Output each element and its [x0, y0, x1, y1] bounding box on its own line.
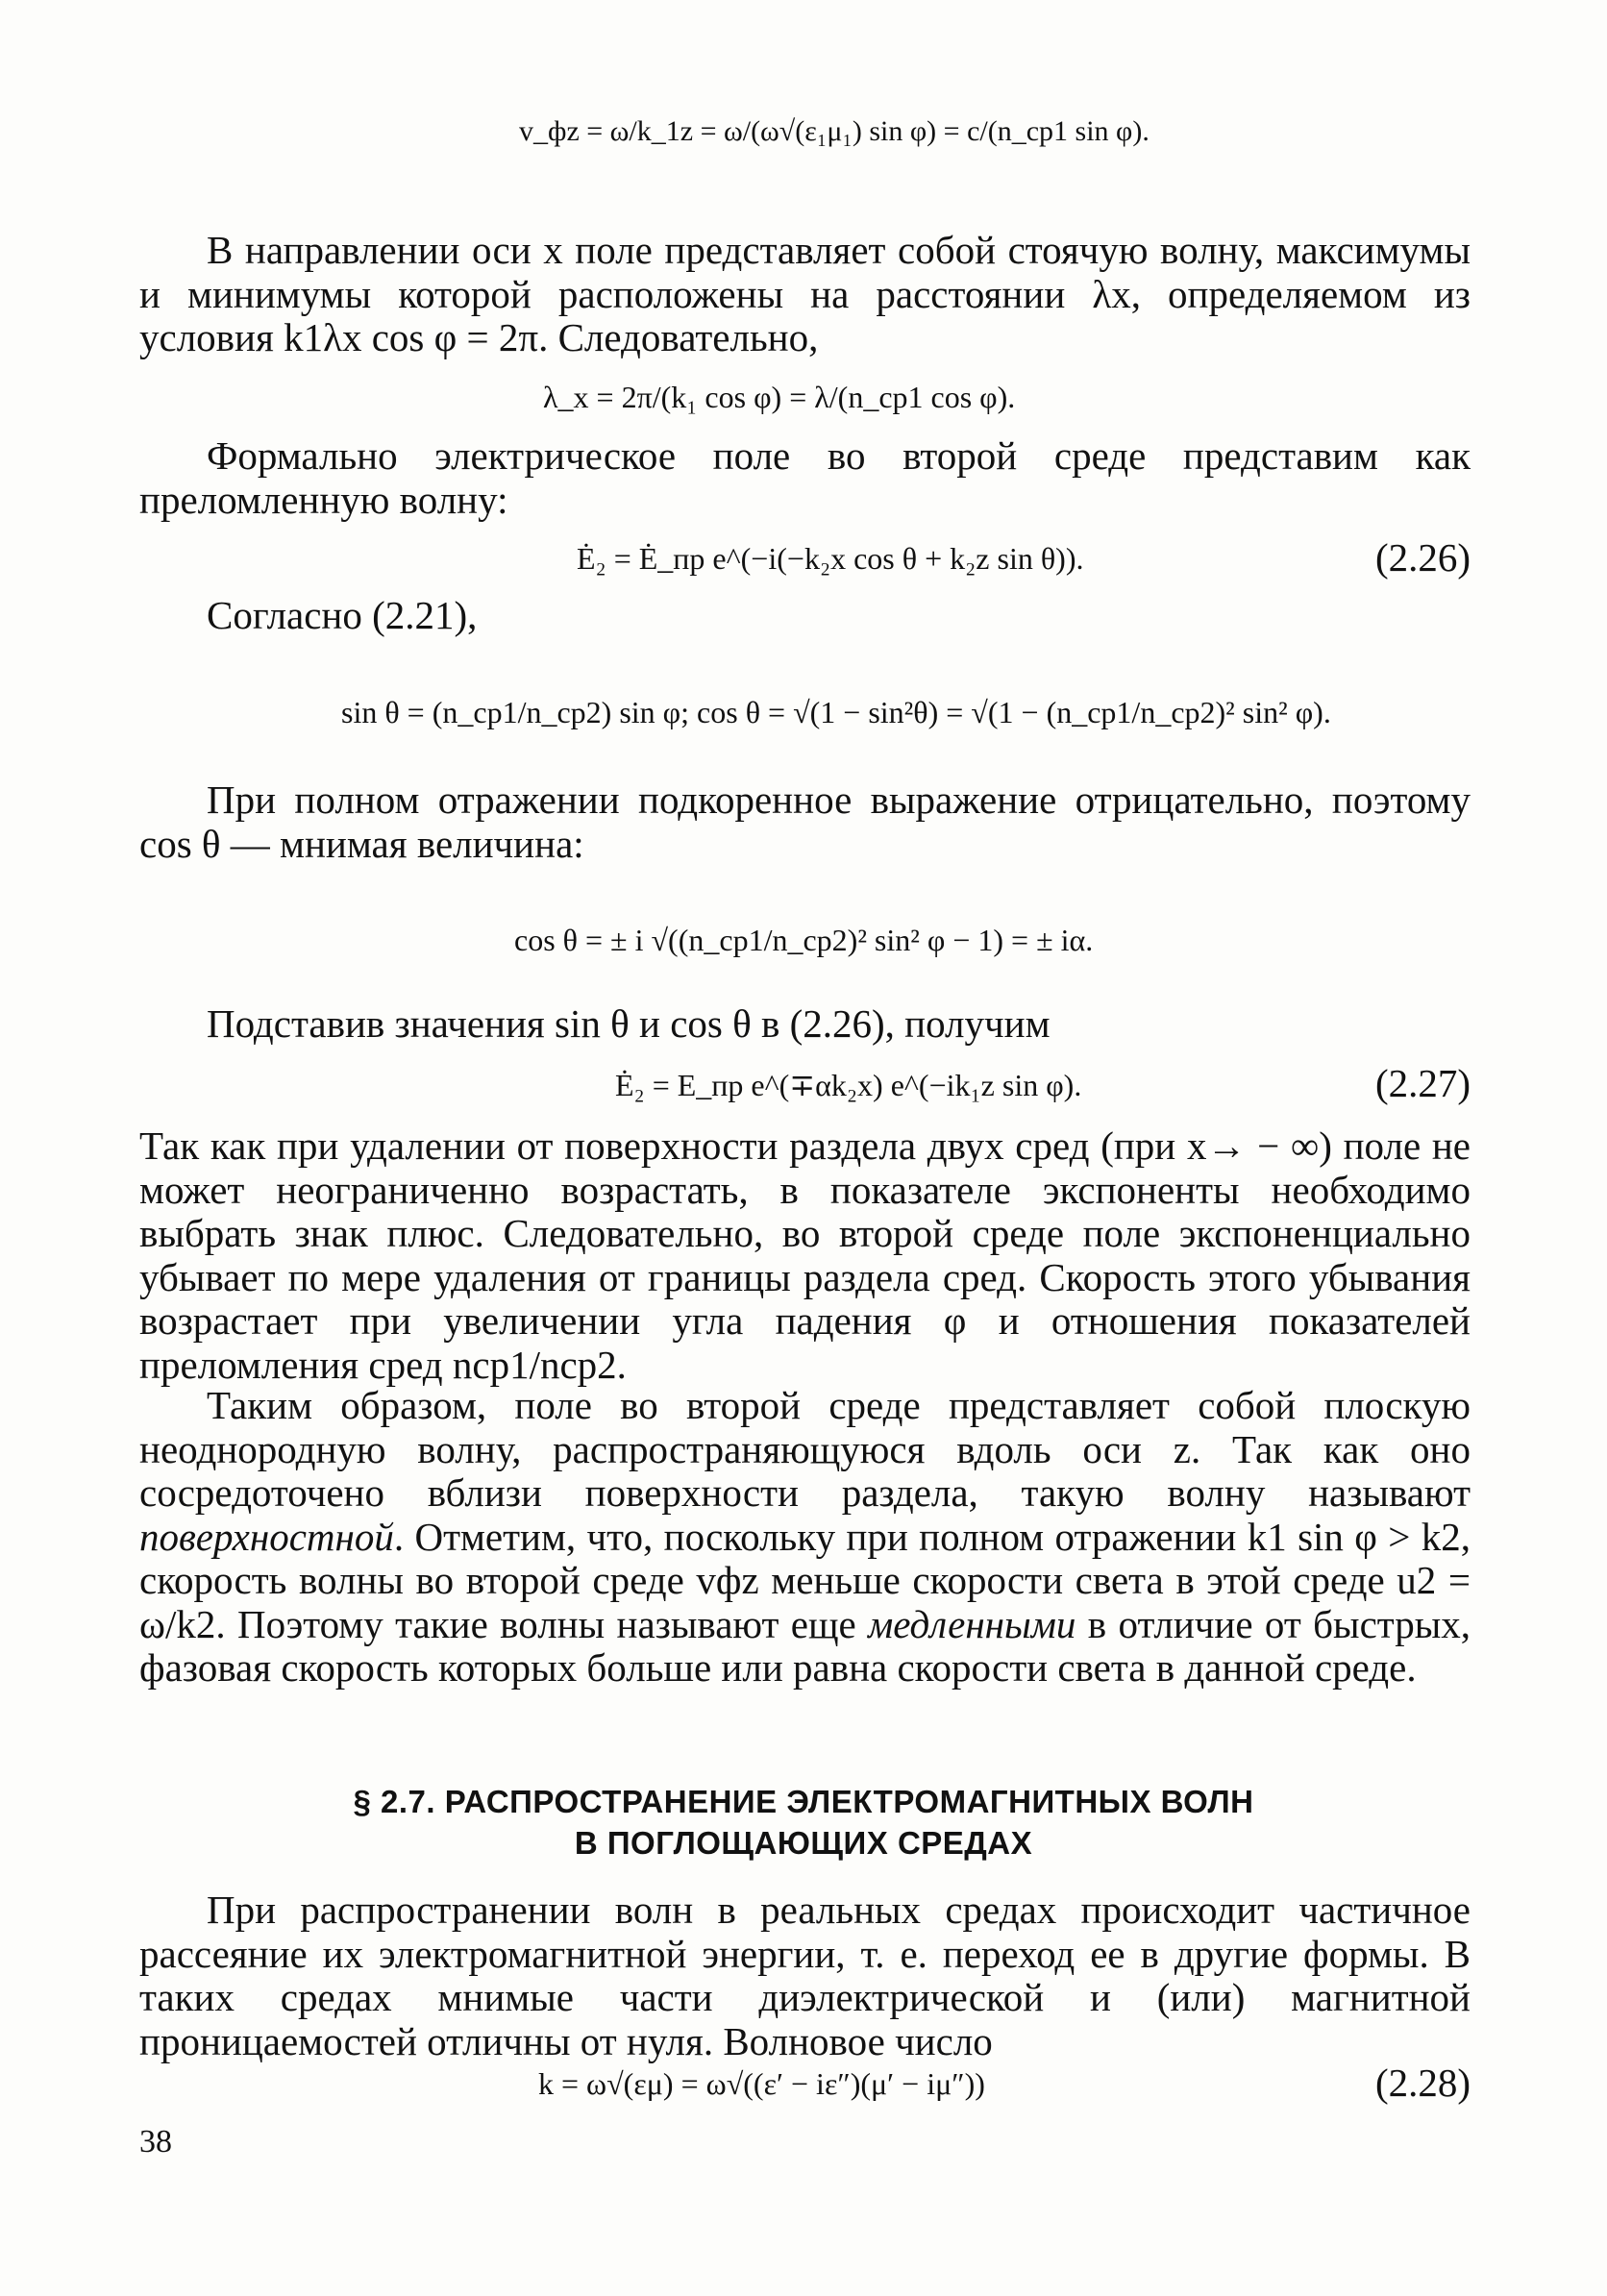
equation-number-2-26: (2.26)	[1374, 535, 1471, 580]
paragraph-refracted-wave: Формально электрическое поле во второй среде представим как преломленную волну:	[139, 433, 1471, 522]
term-slow: медленными	[868, 1601, 1076, 1646]
term-surface: поверхностной	[139, 1514, 394, 1559]
page-number: 38	[139, 2124, 172, 2160]
equation-phase-velocity-text: v_фz = ω/k_1z = ω/(ω√(ε₁μ₁) sin φ) = c/(n_ср1 sin φ).	[519, 115, 1150, 147]
paragraph-surface-wave: Таким образом, поле во второй среде представляет собой плоскую неоднородную волну, распространяющуюся вдоль оси z. Так как оно сосредоточено вблизи поверхности раздела, такую волну называют поверхностной. Отметим, что, поскольку при полном отражении k1 sin φ > k2, скорость волны во второй среде vфz меньше скорости света в этой среде u2 = ω/k2. Поэтому такие волны называют еще медленными в отличие от быстрых, фазовая скорость которых больше или равна скорости света в данной среде.	[139, 1383, 1471, 1690]
section-heading-line-2: В ПОГЛОЩАЮЩИХ СРЕДАХ	[574, 1825, 1033, 1861]
section-heading-line-1: § 2.7. РАСПРОСТРАНЕНИЕ ЭЛЕКТРОМАГНИТНЫХ ВОЛН	[353, 1784, 1254, 1819]
equation-number-2-27: (2.27)	[1374, 1061, 1471, 1105]
section-heading	[0, 1781, 1607, 1864]
equation-2-28: k = ω√(εμ) = ω√((ε′ − iε″)(μ′ − iμ″))	[538, 2066, 985, 2101]
equation-cos-theta-imaginary: cos θ = ± i √((n_ср1/n_ср2)² sin² φ − 1) = ± iα.	[514, 923, 1094, 957]
paragraph-absorbing-media: При распространении волн в реальных средах происходит частичное рассеяние их электромагнитной энергии, т. е. переход ее в другие формы. В таких средах мнимые части диэлектрической и (или) магнитной проницаемостей отличны от нуля. Волновое число	[139, 1888, 1471, 2063]
paragraph-standing-wave: В направлении оси x поле представляет собой стоячую волну, максимумы и минимумы которой расположены на расстоянии λx, определяемом из условия k1λx cos φ = 2π. Следовательно,	[139, 228, 1471, 359]
paragraph-decay: Так как при удалении от поверхности раздела двух сред (при x→ − ∞) поле не может неограниченно возрастать, в показателе экспоненты необходимо выбрать знак плюс. Следовательно, во второй среде поле экспоненциально убывает по мере удаления от границы раздела сред. Скорость этого убывания возрастает при увеличении угла падения φ и отношения показателей преломления сред nср1/nср2.	[139, 1123, 1471, 1387]
paragraph-according-to: Согласно (2.21),	[207, 593, 478, 637]
equation-2-26: Ė₂ = Ė_пр e^(−i(−k₂x cos θ + k₂z sin θ)).	[577, 541, 1084, 576]
equation-snell: sin θ = (n_ср1/n_ср2) sin φ; cos θ = √(1 − sin²θ) = √(1 − (n_ср1/n_ср2)² sin² φ).	[341, 695, 1331, 729]
equation-2-27: Ė₂ = E_пр e^(∓αk₂x) e^(−ik₁z sin φ).	[615, 1068, 1082, 1102]
equation-phase-velocity	[519, 115, 1150, 148]
equation-number-2-28: (2.28)	[1374, 2061, 1471, 2105]
paragraph-substituting: Подставив значения sin θ и cos θ в (2.26), получим	[207, 1001, 1051, 1046]
paragraph-total-reflection: При полном отражении подкоренное выражение отрицательно, поэтому cos θ — мнимая величина:	[139, 778, 1471, 866]
equation-lambda-x: λ_x = 2π/(k₁ cos φ) = λ/(n_ср1 cos φ).	[543, 380, 1016, 414]
